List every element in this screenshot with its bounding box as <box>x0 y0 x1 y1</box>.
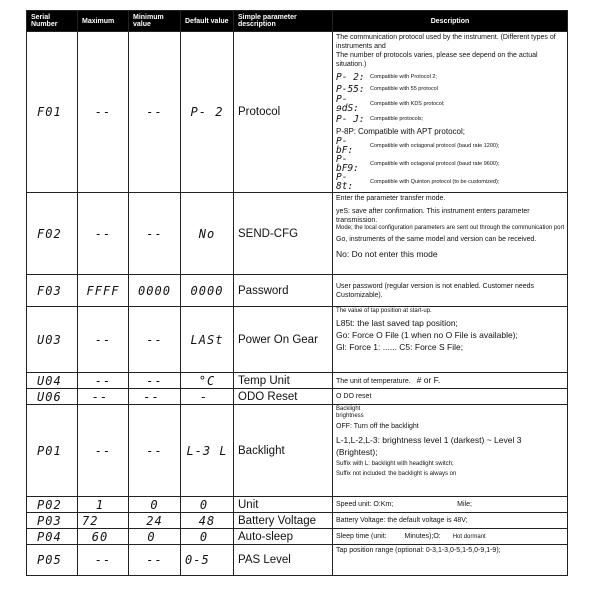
serial-cell: F03 <box>27 275 78 307</box>
default-cell: LASt <box>181 307 234 373</box>
table-row-f02 <box>27 193 568 275</box>
maximum-cell: -- <box>78 545 129 576</box>
table-header <box>27 11 568 32</box>
description-line: The unit of temperature. <box>336 378 411 385</box>
description-line: Backlight brightness <box>336 406 364 419</box>
default-cell: P- 2 <box>181 32 234 193</box>
description-cell: Tap position range (optional: 0-3,1-3,0-5,1-5,0-9,1-9); <box>333 545 568 576</box>
description-cell <box>333 529 568 545</box>
protocol-text: Compatible protocols; <box>370 116 424 122</box>
maximum-cell: -- <box>78 193 129 275</box>
description-cell <box>333 32 568 193</box>
default-cell: 48 <box>181 513 234 529</box>
description-cell <box>333 497 568 513</box>
simple-description-cell: Auto-sleep <box>234 529 333 545</box>
header-default-value: Default value <box>181 11 234 32</box>
description-line: Hot dormant <box>452 534 486 540</box>
serial-cell: U04 <box>27 373 78 389</box>
protocol-text: Compatible with Protocol 2; <box>370 74 437 80</box>
protocol-text: Compatible with octagonal protocol (baud rate 9600); <box>370 161 500 167</box>
minimum-cell: -- <box>129 405 181 497</box>
protocol-option <box>336 83 565 95</box>
serial-cell: P04 <box>27 529 78 545</box>
protocol-option <box>336 173 565 191</box>
protocol-code: P- J: <box>336 113 365 125</box>
description-cell: User password (regular version is not enabled. Customer needs Customizable). <box>333 275 568 307</box>
protocol-option <box>336 125 565 137</box>
default-cell: 0000 <box>181 275 234 307</box>
protocol-option <box>336 137 565 155</box>
header-minimum-value: Minimum value <box>129 11 181 32</box>
serial-cell: P03 <box>27 513 78 529</box>
header-simple-description: Simple parameter description <box>234 11 333 32</box>
description-line: The number of protocols varies, please see depend on the actual situation.) <box>336 52 538 68</box>
description-line: Sleep time (unit: <box>336 533 387 540</box>
protocol-option <box>336 71 565 83</box>
description-cell <box>333 405 568 497</box>
table-row-p01 <box>27 405 568 497</box>
description-line: # or F. <box>416 375 441 385</box>
description-line: The value of tap position at start-up. <box>336 308 432 314</box>
serial-cell: U03 <box>27 307 78 373</box>
default-cell: - <box>181 389 234 405</box>
minimum-cell: 0000 <box>129 275 181 307</box>
simple-description-cell: Password <box>234 275 333 307</box>
table-row-u03 <box>27 307 568 373</box>
minimum-cell: -- <box>129 545 181 576</box>
maximum-cell: 72 <box>78 513 129 529</box>
protocol-text: Compatible with octagonal protocol (baud rate 1200); <box>370 143 500 149</box>
serial-cell: F01 <box>27 32 78 193</box>
table-row-u04 <box>27 373 568 389</box>
description-line: Go, instruments of the same model and version can be received. <box>336 236 537 243</box>
protocol-code: P-bF9: <box>336 154 359 174</box>
maximum-cell: -- <box>78 307 129 373</box>
maximum-cell: 60 <box>78 529 129 545</box>
serial-cell: U06 <box>27 389 78 405</box>
maximum-cell: -- <box>78 373 129 389</box>
protocol-code: P-55: <box>336 83 365 95</box>
protocol-text: Compatible with KDS protocol; <box>370 101 445 107</box>
table-row-p05 <box>27 545 568 576</box>
serial-cell: P02 <box>27 497 78 513</box>
maximum-cell: FFFF <box>78 275 129 307</box>
header-maximum: Maximum <box>78 11 129 32</box>
table-row-p04 <box>27 529 568 545</box>
table-row-u06 <box>27 389 568 405</box>
simple-description-cell: ODO Reset <box>234 389 333 405</box>
description-line: Enter the parameter transfer mode. <box>336 195 446 202</box>
minimum-cell: -- <box>129 307 181 373</box>
description-line: L85t: the last saved tap position; <box>336 318 458 328</box>
simple-description-cell: PAS Level <box>234 545 333 576</box>
maximum-cell: 1 <box>78 497 129 513</box>
protocol-code: P-ɘdS: <box>336 94 359 114</box>
description-line: Suffix not included: the backlight is always on <box>336 471 457 477</box>
description-cell <box>333 193 568 275</box>
header-description: Description <box>333 11 568 32</box>
simple-description-cell: Temp Unit <box>234 373 333 389</box>
minimum-cell: -- <box>129 389 181 405</box>
minimum-cell: -- <box>129 32 181 193</box>
description-line: The communication protocol used by the instrument. (Different types of instruments and <box>336 34 556 50</box>
default-cell: L-3 L <box>181 405 234 497</box>
description-cell <box>333 373 568 389</box>
description-line: Suffix with L: backlight with headlight switch; <box>336 461 454 467</box>
default-cell: No <box>181 193 234 275</box>
serial-cell: F02 <box>27 193 78 275</box>
maximum-cell: -- <box>78 389 129 405</box>
protocol-code: P- 8t: <box>336 172 354 192</box>
protocol-option <box>336 155 565 173</box>
protocol-option <box>336 95 565 113</box>
simple-description-cell: Unit <box>234 497 333 513</box>
default-cell: 0-5 <box>181 545 234 576</box>
default-cell: 0 <box>181 497 234 513</box>
protocol-text: Compatible with 55 protocol <box>370 86 438 92</box>
description-line: Minutes);O: <box>404 533 441 540</box>
description-line: OFF: Turn off the backlight <box>336 423 419 430</box>
description-cell: Battery Voltage: the default voltage is 48V; <box>333 513 568 529</box>
description-line: Mode; the local configuration parameters are sent out through the communication port <box>336 225 565 231</box>
minimum-cell: 0 <box>129 529 181 545</box>
description-line: Go: Force O File (1 when no O File is available); <box>336 330 518 340</box>
description-cell: O DO reset <box>333 389 568 405</box>
table-row-p02 <box>27 497 568 513</box>
description-cell <box>333 307 568 373</box>
protocol-code: P-8P: <box>336 126 357 136</box>
header-serial-number: Serial Number <box>27 11 78 32</box>
simple-description-cell: SEND-CFG <box>234 193 333 275</box>
description-line: Gl: Force 1: ...... C5: Force S File; <box>336 342 464 352</box>
description-line: yeS: save after confirmation. This instrument enters parameter transmission. <box>336 208 530 224</box>
table-row-f01 <box>27 32 568 193</box>
description-line: No: Do not enter this mode <box>336 249 438 259</box>
protocol-option <box>336 113 565 125</box>
maximum-cell: -- <box>78 32 129 193</box>
table-row-p03 <box>27 513 568 529</box>
serial-cell: P01 <box>27 405 78 497</box>
minimum-cell: 24 <box>129 513 181 529</box>
simple-description-cell: Power On Gear <box>234 307 333 373</box>
default-cell: 0 <box>181 529 234 545</box>
protocol-code: P- bF: <box>336 136 354 156</box>
protocol-text: Compatible with APT protocol; <box>357 126 465 136</box>
serial-cell: P05 <box>27 545 78 576</box>
parameter-table <box>26 10 568 576</box>
default-cell: °C <box>181 373 234 389</box>
description-line: Speed unit: O:Km; <box>336 501 394 508</box>
description-line: Mile; <box>457 501 472 508</box>
minimum-cell: -- <box>129 193 181 275</box>
minimum-cell: -- <box>129 373 181 389</box>
maximum-cell: -- <box>78 405 129 497</box>
simple-description-cell: Protocol <box>234 32 333 193</box>
description-line: L-1,L-2,L-3: brightness level 1 (darkest) ~ Level 3 (Brightest); <box>336 435 522 457</box>
protocol-text: Compatible with Quinton protocol (to be customized); <box>370 179 500 185</box>
minimum-cell: 0 <box>129 497 181 513</box>
simple-description-cell: Battery Voltage <box>234 513 333 529</box>
table-row-f03 <box>27 275 568 307</box>
simple-description-cell: Backlight <box>234 405 333 497</box>
protocol-code: P- 2: <box>336 71 365 83</box>
